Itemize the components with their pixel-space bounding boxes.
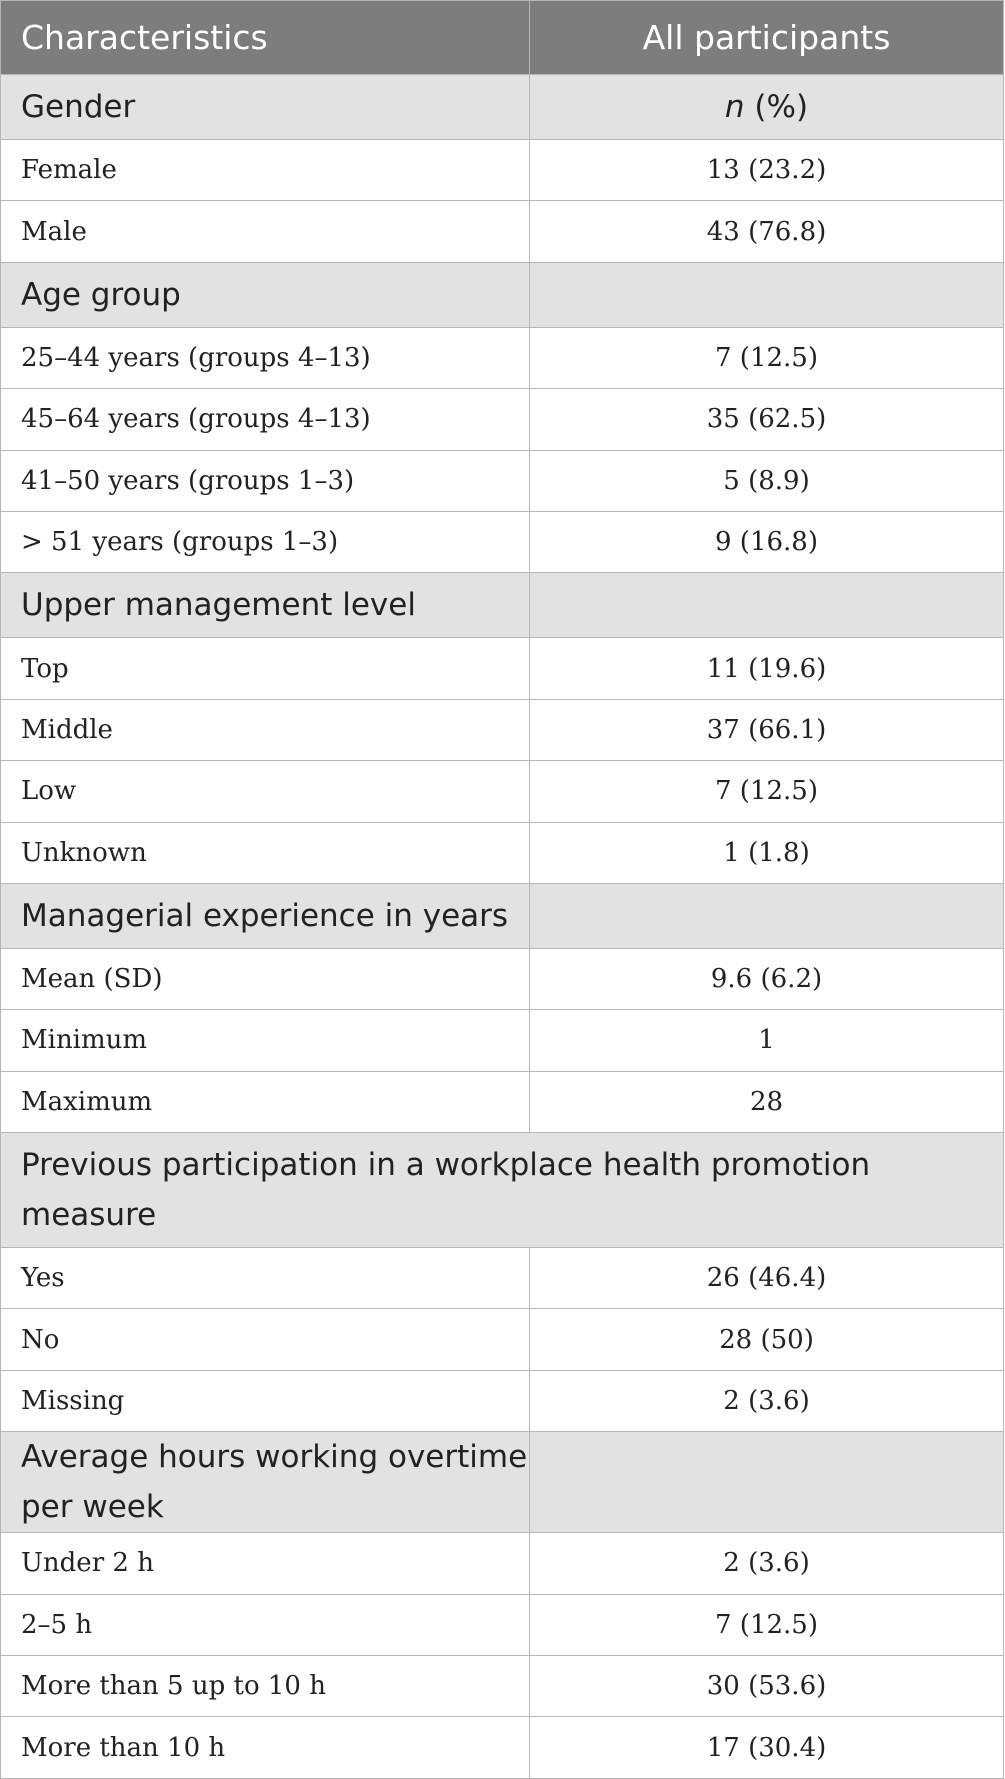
header-all-participants: All participants	[530, 1, 1004, 75]
row-value: 35 (62.5)	[530, 389, 1004, 450]
table-row	[1, 201, 1004, 262]
row-value: 2 (3.6)	[530, 1533, 1004, 1594]
section-title: Previous participation in a workplace health promotion measure	[1, 1133, 1004, 1248]
table-row	[1, 327, 1004, 388]
section-row	[1, 1133, 1004, 1248]
row-label: Under 2 h	[1, 1533, 530, 1594]
table-row	[1, 450, 1004, 511]
row-label: Top	[1, 638, 530, 699]
table-row	[1, 140, 1004, 201]
section-empty-cell	[530, 1432, 1004, 1533]
table-row	[1, 1010, 1004, 1071]
row-value: 11 (19.6)	[530, 638, 1004, 699]
row-label: Minimum	[1, 1010, 530, 1071]
row-value: 28	[530, 1071, 1004, 1132]
row-value: 30 (53.6)	[530, 1656, 1004, 1717]
table-row	[1, 699, 1004, 760]
table-row	[1, 511, 1004, 572]
row-value: 28 (50)	[530, 1309, 1004, 1370]
row-label: Male	[1, 201, 530, 262]
table-row	[1, 638, 1004, 699]
row-label: Unknown	[1, 822, 530, 883]
row-value: 7 (12.5)	[530, 1594, 1004, 1655]
row-value: 17 (30.4)	[530, 1717, 1004, 1778]
row-label: 41–50 years (groups 1–3)	[1, 450, 530, 511]
row-value: 2 (3.6)	[530, 1370, 1004, 1431]
section-row	[1, 1432, 1004, 1533]
section-row	[1, 262, 1004, 327]
table-row	[1, 948, 1004, 1009]
row-label: Mean (SD)	[1, 948, 530, 1009]
section-empty-cell	[530, 883, 1004, 948]
row-label: Middle	[1, 699, 530, 760]
table-row	[1, 1594, 1004, 1655]
section-title: Upper management level	[1, 573, 530, 638]
header-characteristics: Characteristics	[1, 1, 530, 75]
section-empty-cell	[530, 262, 1004, 327]
section-title: Average hours working overtime per week	[1, 1432, 530, 1533]
row-label: 2–5 h	[1, 1594, 530, 1655]
table-row	[1, 1071, 1004, 1132]
row-label: 25–44 years (groups 4–13)	[1, 327, 530, 388]
section-title: Gender	[1, 75, 530, 140]
row-value: 7 (12.5)	[530, 761, 1004, 822]
row-label: > 51 years (groups 1–3)	[1, 511, 530, 572]
row-label: Female	[1, 140, 530, 201]
table-row	[1, 389, 1004, 450]
section-title: Age group	[1, 262, 530, 327]
row-label: 45–64 years (groups 4–13)	[1, 389, 530, 450]
row-value: 13 (23.2)	[530, 140, 1004, 201]
row-label: Missing	[1, 1370, 530, 1431]
row-label: More than 10 h	[1, 1717, 530, 1778]
row-label: Yes	[1, 1248, 530, 1309]
table-row	[1, 1533, 1004, 1594]
section-empty-cell	[530, 573, 1004, 638]
row-value: 1 (1.8)	[530, 822, 1004, 883]
table-row	[1, 1370, 1004, 1431]
table-row	[1, 1717, 1004, 1778]
table-row	[1, 1248, 1004, 1309]
row-value: 37 (66.1)	[530, 699, 1004, 760]
table-row	[1, 1309, 1004, 1370]
row-label: No	[1, 1309, 530, 1370]
table-row	[1, 1656, 1004, 1717]
row-label: More than 5 up to 10 h	[1, 1656, 530, 1717]
row-value: 5 (8.9)	[530, 450, 1004, 511]
unit-n: n	[724, 89, 745, 125]
header-row	[1, 1, 1004, 75]
row-label: Maximum	[1, 1071, 530, 1132]
table-row	[1, 761, 1004, 822]
unit-percent: (%)	[744, 89, 809, 125]
table-row	[1, 822, 1004, 883]
row-value: 9 (16.8)	[530, 511, 1004, 572]
section-row	[1, 883, 1004, 948]
row-value: 7 (12.5)	[530, 327, 1004, 388]
row-value: 9.6 (6.2)	[530, 948, 1004, 1009]
section-unit	[530, 75, 1004, 140]
row-value: 1	[530, 1010, 1004, 1071]
section-title: Managerial experience in years	[1, 883, 530, 948]
row-value: 26 (46.4)	[530, 1248, 1004, 1309]
row-label: Low	[1, 761, 530, 822]
section-row	[1, 75, 1004, 140]
section-row	[1, 573, 1004, 638]
row-value: 43 (76.8)	[530, 201, 1004, 262]
